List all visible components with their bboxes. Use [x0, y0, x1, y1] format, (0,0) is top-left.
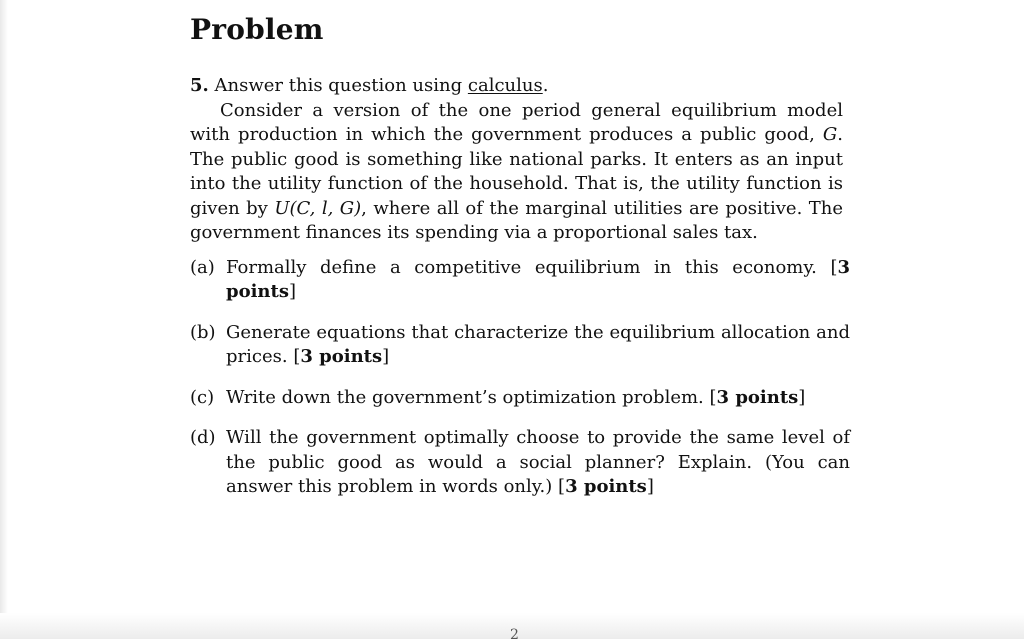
paragraph-part-1: Consider a version of the one period general equilibrium model with production in which the government produces a public good, [190, 99, 843, 145]
problem-paragraph [190, 99, 843, 246]
part-label: (b) [190, 321, 216, 343]
problem-block [190, 74, 850, 500]
part-label: (c) [190, 386, 215, 408]
part-c [190, 386, 850, 411]
part-label: (d) [190, 427, 216, 448]
points-badge: 3 points [226, 256, 850, 302]
part-text: Write down the government’s optimization problem. [3 points] [226, 386, 806, 408]
paragraph-part-3: , where all of the marginal utilities are positive. The government finances its spending via a proportional sales tax. [190, 197, 844, 243]
part-a [190, 256, 850, 305]
points-badge: 3 points [565, 476, 647, 497]
part-d-text: Will the government optimally choose to provide the same level of the public good as would a social planner? Explain. (You can answer this problem in words only.) [226, 427, 850, 497]
calculus-link[interactable]: calculus [467, 75, 543, 96]
page-title: Problem [190, 13, 324, 46]
part-text: Formally define a competitive equilibrium in this economy. [3 points] [226, 256, 850, 302]
instruction-prefix: Answer this question using [214, 75, 463, 96]
instruction-suffix: . [542, 75, 549, 96]
math-g: G [822, 124, 838, 145]
points-badge: 3 points [716, 386, 799, 408]
problem-instruction [190, 74, 850, 99]
paragraph-part-2: . The public good is something like national parks. It enters as an input into the utility function of the household. That is, the utility function is given by [190, 124, 843, 219]
part-a-text: Formally define a competitive equilibrium in this economy. [226, 256, 817, 278]
page-content [190, 10, 850, 516]
part-label: (a) [190, 256, 215, 278]
problem-number: 5. [190, 75, 209, 96]
page-left-edge [0, 0, 8, 639]
part-c-text: Write down the government’s optimization problem. [226, 386, 704, 408]
part-text: Generate equations that characterize the equilibrium allocation and prices. [3 points] [226, 321, 850, 367]
question-parts [190, 256, 850, 500]
part-b [190, 321, 850, 370]
part-d [190, 426, 850, 500]
part-b-text: Generate equations that characterize the equilibrium allocation and prices. [226, 321, 850, 367]
math-utility-function: U(C, l, G) [274, 197, 362, 219]
points-badge: 3 points [300, 346, 383, 367]
part-text: Will the government optimally choose to provide the same level of the public good as would a social planner? Explain. (You can answer this problem in words only.) [3 points] [226, 427, 850, 497]
page-number: 2 [510, 627, 519, 639]
